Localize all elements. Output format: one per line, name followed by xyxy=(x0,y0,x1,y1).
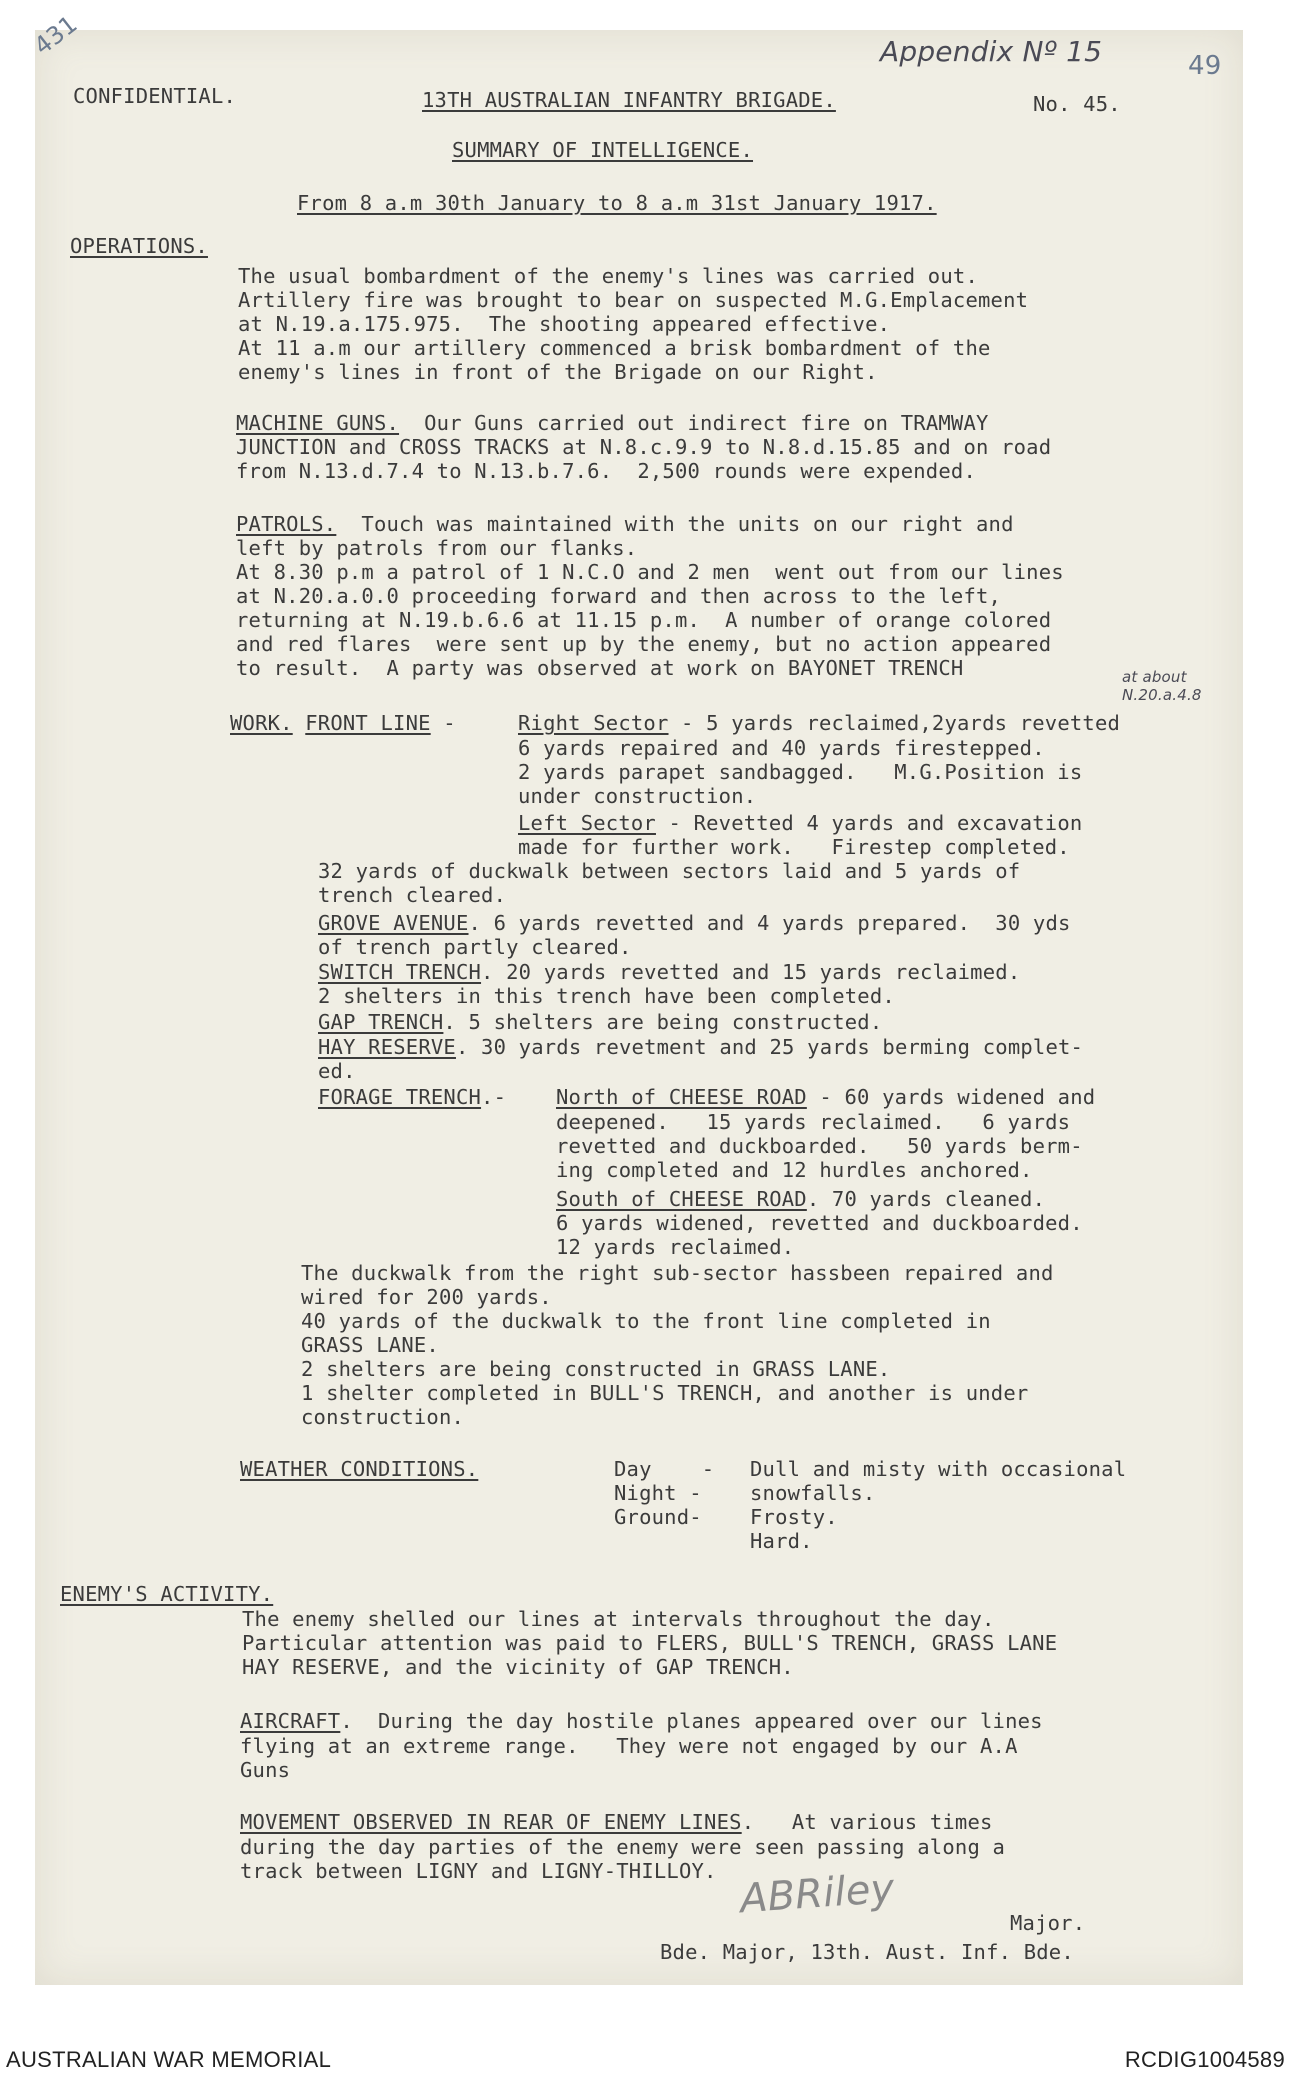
south-cheese-road-first: . 70 yards cleaned. xyxy=(806,1187,1046,1211)
south-cheese-road-heading: South of CHEESE ROAD xyxy=(556,1187,807,1211)
hay-reserve-first: . 30 yards revetment and 25 yards berming complet- xyxy=(455,1035,1084,1059)
enemy-activity-heading: ENEMY'S ACTIVITY. xyxy=(60,1582,274,1606)
folio-number-left: 431 xyxy=(28,9,83,61)
patrols-text-first: Touch was maintained with the units on our right and xyxy=(336,512,1014,536)
right-sector-first: - 5 yards reclaimed,2yards revetted xyxy=(668,711,1121,735)
machine-guns-paragraph xyxy=(236,411,989,435)
gap-trench-row xyxy=(318,1010,882,1034)
south-cheese-road-text: 6 yards widened, revetted and duckboarded. 12 yards reclaimed. xyxy=(556,1211,1083,1259)
signature-title: Bde. Major, 13th. Aust. Inf. Bde. xyxy=(660,1940,1074,1964)
left-sector-first: - Revetted 4 yards and excavation xyxy=(655,811,1083,835)
between-sectors-text: 32 yards of duckwalk between sectors laid and 5 yards of trench cleared. xyxy=(318,859,1021,907)
north-cheese-road-first: - 60 yards widened and xyxy=(806,1085,1096,1109)
right-sector-heading: Right Sector xyxy=(518,711,669,735)
front-line-dash: - xyxy=(430,711,469,735)
switch-trench-first: . 20 yards revetted and 15 yards reclaimed. xyxy=(481,960,1021,984)
switch-trench-row xyxy=(318,960,1020,984)
aircraft-text-first: . During the day hostile planes appeared over our lines xyxy=(340,1709,1043,1733)
grove-avenue-first: . 6 yards revetted and 4 yards prepared. 30 yds xyxy=(468,911,1071,935)
work-heading: WORK. xyxy=(230,711,293,735)
grove-avenue-row xyxy=(318,911,1071,935)
movement-text-first: . At various times xyxy=(741,1810,993,1834)
document-title: SUMMARY OF INTELLIGENCE. xyxy=(452,138,754,162)
hay-reserve-text: ed. xyxy=(318,1059,356,1083)
switch-trench-heading: SWITCH TRENCH xyxy=(318,960,482,984)
machine-guns-text: JUNCTION and CROSS TRACKS at N.8.c.9.9 to N.8.d.15.85 and on road from N.13.d.7.4 to N.13.b.7.6. 2,500 rounds were expended. xyxy=(236,435,1052,483)
document-number: No. 45. xyxy=(1033,92,1121,116)
footer-record-id: RCDIG1004589 xyxy=(1124,2047,1285,2072)
enemy-activity-text: The enemy shelled our lines at intervals throughout the day. Particular attention was paid to FLERS, BULL'S TRENCH, GRASS LANE HAY RESERVE, and the vicinity of GAP TRENCH. xyxy=(242,1607,1058,1679)
switch-trench-text: 2 shelters in this trench have been completed. xyxy=(318,984,895,1008)
gap-trench-heading: GAP TRENCH xyxy=(318,1010,444,1034)
patrols-text: left by patrols from our flanks. At 8.30 p.m a patrol of 1 N.C.O and 2 men went out from our lines at N.20.a.0.0 proceeding forward and then across to the left, returning at N.19.b.6.6 at 11.15 p.m. A number of orange colored and red flares were sent up by the enemy, but no action appeared to result. A party was observed at work on BAYONET TRENCH xyxy=(236,536,1064,680)
north-cheese-road-row xyxy=(556,1085,1095,1109)
hay-reserve-row xyxy=(318,1035,1083,1059)
left-sector-text: made for further work. Firestep completed. xyxy=(518,835,1070,859)
patrols-heading: PATROLS. xyxy=(236,512,337,536)
aircraft-row xyxy=(240,1709,1043,1733)
front-line-heading: FRONT LINE xyxy=(305,711,431,735)
footer-institution: AUSTRALIAN WAR MEMORIAL xyxy=(6,2047,332,2072)
movement-row xyxy=(240,1810,993,1834)
north-cheese-road-text: deepened. 15 yards reclaimed. 6 yards revetted and duckboarded. 50 yards berm- ing completed and 12 hurdles anchored. xyxy=(556,1110,1083,1182)
confidential-label: CONFIDENTIAL. xyxy=(73,84,237,108)
weather-labels: Day - Night - Ground- xyxy=(614,1457,715,1529)
folio-number-right: 49 xyxy=(1188,51,1222,81)
reporting-period: From 8 a.m 30th January to 8 a.m 31st January 1917. xyxy=(297,191,937,215)
north-cheese-road-heading: North of CHEESE ROAD xyxy=(556,1085,807,1109)
grove-avenue-text: of trench partly cleared. xyxy=(318,935,632,959)
brigade-heading: 13TH AUSTRALIAN INFANTRY BRIGADE. xyxy=(422,88,836,112)
hay-reserve-heading: HAY RESERVE xyxy=(318,1035,456,1059)
aircraft-heading: AIRCRAFT xyxy=(240,1709,341,1733)
appendix-annotation: Appendix Nº 15 xyxy=(880,35,1103,68)
gap-trench-first: . 5 shelters are being constructed. xyxy=(443,1010,883,1034)
right-sector-row xyxy=(518,711,1120,735)
handwritten-location-note: at about N.20.a.4.8 xyxy=(1122,668,1202,704)
signature-rank: Major. xyxy=(1010,1911,1086,1935)
weather-values: Dull and misty with occasional snowfalls. Frosty. Hard. xyxy=(750,1457,1127,1553)
movement-heading: MOVEMENT OBSERVED IN REAR OF ENEMY LINES xyxy=(240,1810,742,1834)
movement-text: during the day parties of the enemy were seen passing along a track between LIGNY and LIGNY-THILLOY. xyxy=(240,1835,1006,1883)
forage-trench-row xyxy=(318,1085,519,1109)
forage-trench-dash: .- xyxy=(481,1085,519,1109)
weather-heading: WEATHER CONDITIONS. xyxy=(240,1457,479,1481)
right-sector-text: 6 yards repaired and 40 yards firestepped. 2 yards parapet sandbagged. M.G.Position is under construction. xyxy=(518,736,1083,808)
left-sector-row xyxy=(518,811,1082,835)
grove-avenue-heading: GROVE AVENUE xyxy=(318,911,469,935)
forage-trench-heading: FORAGE TRENCH xyxy=(318,1085,482,1109)
patrols-paragraph xyxy=(236,512,1014,536)
operations-heading: OPERATIONS. xyxy=(70,234,208,258)
aircraft-text: flying at an extreme range. They were not engaged by our A.A Guns xyxy=(240,1734,1018,1782)
handwritten-signature: ABRiley xyxy=(738,1865,896,1923)
duckwalk-text: The duckwalk from the right sub-sector hassbeen repaired and wired for 200 yards. 40 yards of the duckwalk to the front line completed in GRASS LANE. 2 shelters are being constructed in GRASS LANE. 1 shelter completed in BULL'S TRENCH, and another is under construction. xyxy=(301,1261,1054,1429)
work-front-line-row xyxy=(230,711,468,735)
south-cheese-road-row xyxy=(556,1187,1045,1211)
left-sector-heading: Left Sector xyxy=(518,811,656,835)
machine-guns-heading: MACHINE GUNS. xyxy=(236,411,400,435)
operations-text: The usual bombardment of the enemy's lines was carried out. Artillery fire was brought to bear on suspected M.G.Emplacement at N.19.a.175.975. The shooting appeared effective. At 11 a.m our artillery commenced a brisk bombardment of the enemy's lines in front of the Brigade on our Right. xyxy=(238,264,1029,384)
machine-guns-text-first: Our Guns carried out indirect fire on TRAMWAY xyxy=(399,411,989,435)
